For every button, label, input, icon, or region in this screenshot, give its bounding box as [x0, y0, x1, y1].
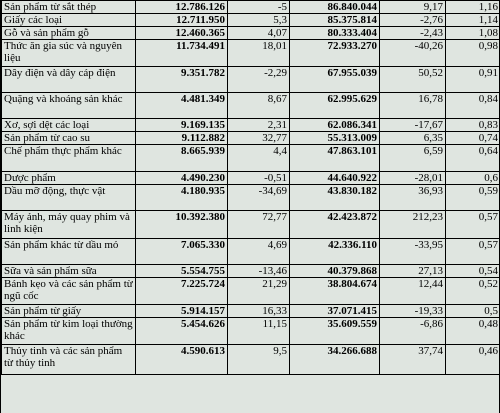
share-cell: 0,52	[446, 278, 500, 305]
change-cumulative-cell: -2,76	[380, 14, 446, 27]
product-name-cell: Thức ăn gia súc và nguyên liệu	[2, 40, 136, 67]
value-period-cell: 7.225.724	[136, 278, 228, 305]
change-cumulative-cell: 50,52	[380, 67, 446, 93]
value-cumulative-cell: 38.804.674	[290, 278, 380, 305]
change-cumulative-cell: 6,35	[380, 132, 446, 145]
change-cumulative-cell: -28,01	[380, 172, 446, 185]
value-period-cell: 4.590.613	[136, 345, 228, 375]
table-body	[2, 1, 500, 375]
value-period-cell: 12.786.126	[136, 1, 228, 14]
value-period-cell: 9.169.135	[136, 119, 228, 132]
share-cell: 0,54	[446, 265, 500, 278]
change-period-cell: 2,31	[228, 119, 290, 132]
change-cumulative-cell: 37,74	[380, 345, 446, 375]
value-cumulative-cell: 80.333.404	[290, 27, 380, 40]
table-row	[2, 145, 500, 172]
share-cell: 0,59	[446, 185, 500, 211]
product-name-cell: Giấy các loại	[2, 14, 136, 27]
change-cumulative-cell: 9,17	[380, 1, 446, 14]
value-cumulative-cell: 55.313.009	[290, 132, 380, 145]
change-cumulative-cell: -33,95	[380, 239, 446, 265]
table-row	[2, 305, 500, 318]
product-name-cell: Dây điện và dây cáp điện	[2, 67, 136, 93]
value-period-cell: 4.481.349	[136, 93, 228, 119]
change-cumulative-cell: 6,59	[380, 145, 446, 172]
change-period-cell: 18,01	[228, 40, 290, 67]
value-period-cell: 5.554.755	[136, 265, 228, 278]
value-period-cell: 5.914.157	[136, 305, 228, 318]
share-cell: 0,64	[446, 145, 500, 172]
table-row	[2, 211, 500, 239]
share-cell: 0,57	[446, 211, 500, 239]
share-cell: 1,16	[446, 1, 500, 14]
table-row	[2, 185, 500, 211]
value-cumulative-cell: 37.071.415	[290, 305, 380, 318]
share-cell: 0,74	[446, 132, 500, 145]
change-period-cell: 32,77	[228, 132, 290, 145]
product-name-cell: Sản phẩm khác từ dầu mỏ	[2, 239, 136, 265]
product-name-cell: Sản phẩm từ giấy	[2, 305, 136, 318]
value-period-cell: 7.065.330	[136, 239, 228, 265]
product-name-cell: Gỗ và sản phẩm gỗ	[2, 27, 136, 40]
product-name-cell: Bánh kẹo và các sản phẩm từ ngũ cốc	[2, 278, 136, 305]
share-cell: 0,5	[446, 305, 500, 318]
change-period-cell: 21,29	[228, 278, 290, 305]
product-name-cell: Sản phẩm từ sắt thép	[2, 1, 136, 14]
value-cumulative-cell: 43.830.182	[290, 185, 380, 211]
share-cell: 0,83	[446, 119, 500, 132]
table-row	[2, 93, 500, 119]
table-row	[2, 345, 500, 375]
value-period-cell: 12.460.365	[136, 27, 228, 40]
product-name-cell: Xơ, sợi dệt các loại	[2, 119, 136, 132]
product-name-cell: Máy ảnh, máy quay phim và linh kiện	[2, 211, 136, 239]
table-row	[2, 1, 500, 14]
share-cell: 0,98	[446, 40, 500, 67]
change-cumulative-cell: 212,23	[380, 211, 446, 239]
value-cumulative-cell: 62.995.629	[290, 93, 380, 119]
value-cumulative-cell: 35.609.559	[290, 318, 380, 345]
share-cell: 0,6	[446, 172, 500, 185]
product-name-cell: Sản phẩm từ cao su	[2, 132, 136, 145]
change-period-cell: -5	[228, 1, 290, 14]
change-period-cell: 8,67	[228, 93, 290, 119]
product-name-cell: Quặng và khoáng sản khác	[2, 93, 136, 119]
table-row	[2, 119, 500, 132]
table-row	[2, 239, 500, 265]
change-period-cell: -34,69	[228, 185, 290, 211]
value-cumulative-cell: 86.840.044	[290, 1, 380, 14]
change-cumulative-cell: -17,67	[380, 119, 446, 132]
change-period-cell: 11,15	[228, 318, 290, 345]
share-cell: 1,08	[446, 27, 500, 40]
table-row	[2, 278, 500, 305]
share-cell: 0,46	[446, 345, 500, 375]
share-cell: 0,84	[446, 93, 500, 119]
table-row	[2, 40, 500, 67]
product-name-cell: Sản phẩm từ kim loại thường khác	[2, 318, 136, 345]
change-cumulative-cell: 16,78	[380, 93, 446, 119]
value-cumulative-cell: 47.863.101	[290, 145, 380, 172]
product-name-cell: Sữa và sản phẩm sữa	[2, 265, 136, 278]
value-cumulative-cell: 34.266.688	[290, 345, 380, 375]
value-period-cell: 10.392.380	[136, 211, 228, 239]
share-cell: 0,57	[446, 239, 500, 265]
table-row	[2, 27, 500, 40]
change-cumulative-cell: 27,13	[380, 265, 446, 278]
share-cell: 0,48	[446, 318, 500, 345]
change-period-cell: 4,4	[228, 145, 290, 172]
change-period-cell: 16,33	[228, 305, 290, 318]
value-period-cell: 11.734.491	[136, 40, 228, 67]
change-period-cell: -13,46	[228, 265, 290, 278]
change-period-cell: 9,5	[228, 345, 290, 375]
value-period-cell: 9.112.882	[136, 132, 228, 145]
value-cumulative-cell: 42.423.872	[290, 211, 380, 239]
change-cumulative-cell: 12,44	[380, 278, 446, 305]
value-cumulative-cell: 44.640.922	[290, 172, 380, 185]
change-cumulative-cell: -2,43	[380, 27, 446, 40]
value-cumulative-cell: 62.086.341	[290, 119, 380, 132]
value-period-cell: 9.351.782	[136, 67, 228, 93]
change-period-cell: 4,07	[228, 27, 290, 40]
table-row	[2, 67, 500, 93]
table-row	[2, 172, 500, 185]
product-name-cell: Chế phẩm thực phẩm khác	[2, 145, 136, 172]
value-cumulative-cell: 67.955.039	[290, 67, 380, 93]
value-cumulative-cell: 72.933.270	[290, 40, 380, 67]
change-period-cell: 4,69	[228, 239, 290, 265]
import-data-table	[1, 0, 500, 375]
change-cumulative-cell: -40,26	[380, 40, 446, 67]
change-period-cell: -0,51	[228, 172, 290, 185]
share-cell: 0,91	[446, 67, 500, 93]
change-period-cell: 5,3	[228, 14, 290, 27]
share-cell: 1,14	[446, 14, 500, 27]
value-period-cell: 8.665.939	[136, 145, 228, 172]
change-period-cell: 72,77	[228, 211, 290, 239]
table-row	[2, 132, 500, 145]
value-cumulative-cell: 85.375.814	[290, 14, 380, 27]
table-row	[2, 265, 500, 278]
change-cumulative-cell: 36,93	[380, 185, 446, 211]
change-period-cell: -2,29	[228, 67, 290, 93]
change-cumulative-cell: -19,33	[380, 305, 446, 318]
value-period-cell: 12.711.950	[136, 14, 228, 27]
table-row	[2, 14, 500, 27]
change-cumulative-cell: -6,86	[380, 318, 446, 345]
value-period-cell: 4.490.230	[136, 172, 228, 185]
value-cumulative-cell: 40.379.868	[290, 265, 380, 278]
product-name-cell: Thủy tinh và các sản phẩm từ thủy tinh	[2, 345, 136, 375]
value-period-cell: 5.454.626	[136, 318, 228, 345]
value-period-cell: 4.180.935	[136, 185, 228, 211]
product-name-cell: Dầu mỡ động, thực vật	[2, 185, 136, 211]
value-cumulative-cell: 42.336.110	[290, 239, 380, 265]
product-name-cell: Dược phẩm	[2, 172, 136, 185]
table-row	[2, 318, 500, 345]
